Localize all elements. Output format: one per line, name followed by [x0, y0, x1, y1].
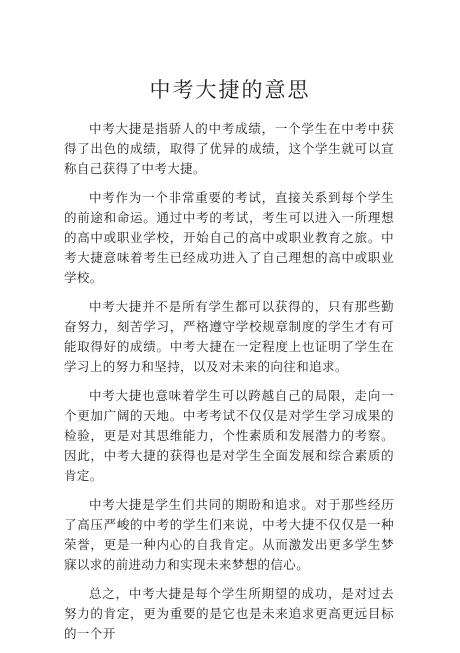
- document-body: [64, 119, 394, 653]
- document-title: 中考大捷的意思: [149, 78, 311, 102]
- paragraph: 中考大捷并不是所有学生都可以获得的，只有那些勤奋努力，刻苦学习，严格遵守学校规章制度的学生才有可能取得好的成绩。中考大捷在一定程度上也证明了学生在学习上的努力和坚持，以及对未来的向往和追求。: [64, 299, 394, 374]
- paragraph: 中考大捷是指骄人的中考成绩，一个学生在中考中获得了出色的成绩，取得了优异的成绩，这个学生就可以宣称自己获得了中考大捷。: [64, 121, 394, 176]
- paragraph: 总之，中考大捷是每个学生所期望的成功，是对过去努力的肯定，更为重要的是它也是未来追求更高更远目标的一个开: [64, 586, 394, 641]
- paragraph: 中考大捷也意味着学生可以跨越自己的局限，走向一个更加广阔的天地。中考考试不仅仅是对学生学习成果的检验，更是对其思维能力，个性素质和发展潜力的考察。因此，中考大捷的获得也是对学生全面发展和综合素质的肯定。: [64, 388, 394, 483]
- paragraph: 中考作为一个非常重要的考试，直接关系到每个学生的前途和命运。通过中考的考试，考生可以进入一所理想的高中或职业学校，开始自己的高中或职业教育之旅。中考大捷意味着考生已经成功进入了自己理想的高中或职业学校。: [64, 190, 394, 285]
- paragraph: 中考大捷是学生们共同的期盼和追求。对于那些经历了高压严峻的中考的学生们来说，中考大捷不仅仅是一种荣誉，更是一种内心的自我肯定。从而激发出更多学生梦寐以求的前进动力和实现未来梦想的信心。: [64, 497, 394, 572]
